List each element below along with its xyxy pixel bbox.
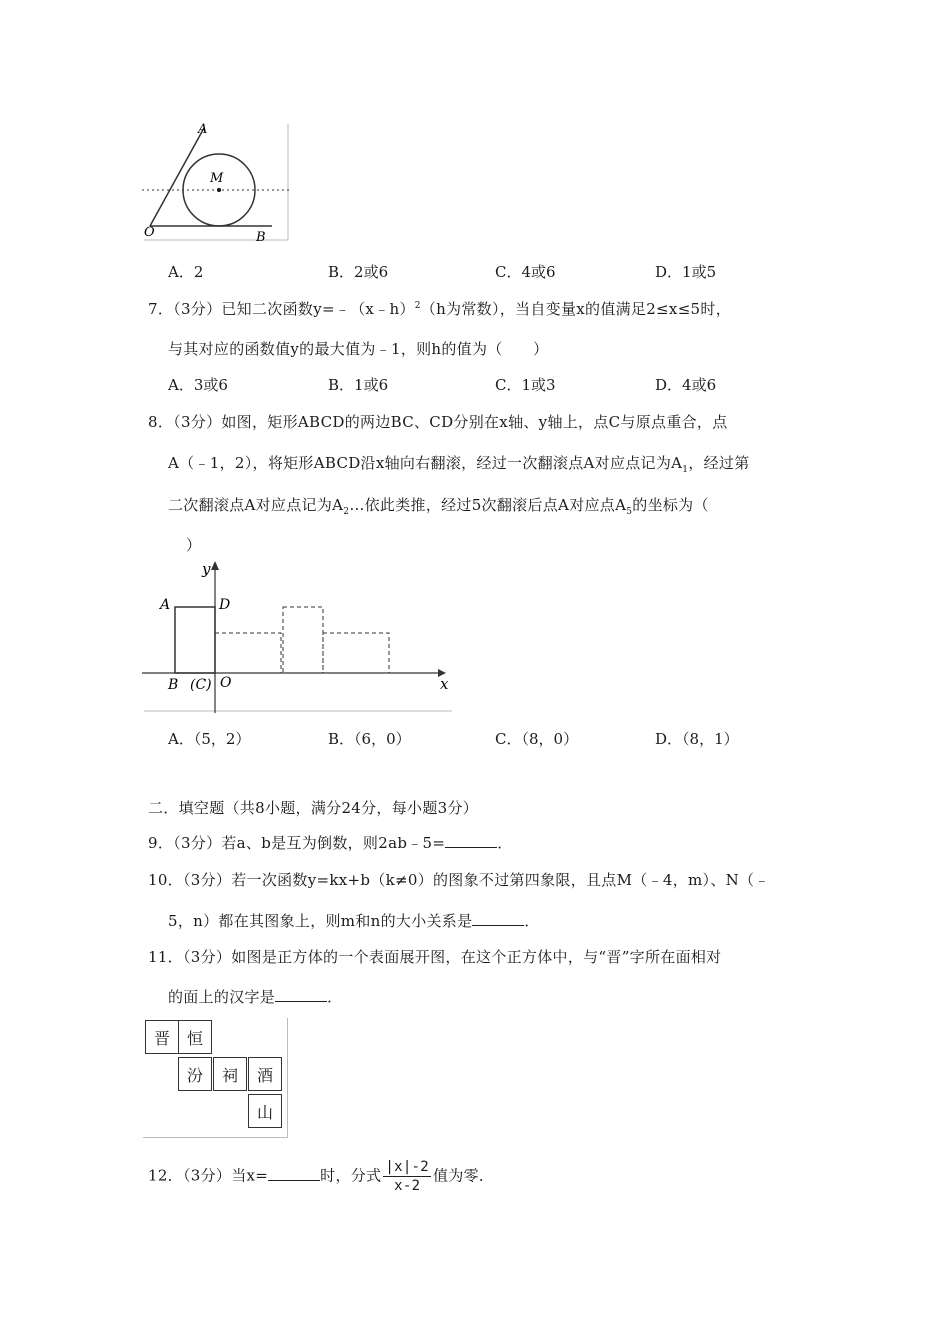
ray-oa [150, 128, 204, 226]
center-point [217, 188, 221, 192]
answer-blank[interactable] [445, 833, 497, 848]
label-o: O [220, 675, 232, 691]
net-cell-shan: 山 [248, 1094, 282, 1128]
q8-line1: 8．（3分）如图，矩形ABCD的两边BC、CD分别在x轴、y轴上，点C与原点重合，点 [148, 413, 728, 431]
label-m: M [210, 171, 224, 186]
q7-line1: 7．（3分）已知二次函数y=﹣（x﹣h）$^2$（h为常数），当自变量x的值满足2≤x≤5时， [148, 300, 732, 318]
net-cell-fen: 汾 [178, 1057, 212, 1091]
fraction: $\frac{|x|-2}{x-2}$ [385, 1159, 430, 1194]
label-o: O [144, 225, 155, 240]
q8-line3: 二次翻滚点A对应点记为$A_2\dots$依此类推，经过5次翻滚后点A对应点$A_5$的坐标为（ [168, 496, 709, 517]
y-axis-arrow [211, 561, 219, 570]
q8-option-d: D．（8，1） [655, 730, 739, 748]
net-cell-jiu: 酒 [248, 1057, 282, 1091]
label-y: y [202, 560, 211, 578]
rectangle-rolling-figure [140, 556, 455, 716]
label-d: D [219, 597, 231, 613]
q6-option-b: B．2或6 [328, 263, 389, 281]
q6-option-a: A．2 [168, 263, 204, 281]
rolled-rect-3 [323, 633, 389, 673]
net-cell-ci: 祠 [213, 1057, 247, 1091]
q8-line4: ） [186, 536, 202, 554]
label-b: B [256, 230, 266, 245]
q7-option-a: A．3或6 [168, 376, 228, 394]
label-b: B [168, 677, 179, 693]
q10-line2: 5，n）都在其图象上，则m和n的大小关系是 ． [168, 912, 540, 930]
rect-abcd [175, 607, 215, 673]
circle-angle-figure [140, 120, 295, 245]
q7-option-b: B．1或6 [328, 376, 389, 394]
q10-line1: 10．（3分）若一次函数y=kx+b（k≠0）的图象不过第四象限，且点M（﹣4，m）、N（﹣ [148, 871, 770, 889]
q6-option-c: C．4或6 [495, 263, 556, 281]
q7-line2: 与其对应的函数值y的最大值为﹣1，则h的值为（ ） [168, 340, 549, 358]
q11-line2: 的面上的汉字是 ． [168, 988, 343, 1006]
label-a: A [198, 122, 208, 137]
net-cell-jin: 晋 [145, 1020, 179, 1054]
answer-blank[interactable] [275, 987, 327, 1002]
answer-blank[interactable] [472, 911, 524, 926]
section-heading: 二．填空题（共8小题，满分24分，每小题3分） [148, 799, 479, 817]
q8-option-a: A．（5，2） [168, 730, 251, 748]
q7-option-d: D．4或6 [655, 376, 717, 394]
q7-option-c: C．1或3 [495, 376, 556, 394]
cube-net-figure [143, 1018, 288, 1138]
q9-line: 9．（3分）若a、b是互为倒数，则2ab﹣5= ． [148, 834, 513, 852]
label-x: x [440, 675, 449, 693]
rolled-rect-1 [215, 633, 281, 673]
q8-option-b: B．（6，0） [328, 730, 411, 748]
answer-blank[interactable] [268, 1166, 320, 1181]
label-a: A [160, 597, 171, 613]
q8-option-c: C．（8，0） [495, 730, 579, 748]
q8-line2: A（﹣1，2），将矩形ABCD沿x轴向右翻滚，经过一次翻滚点A对应点记为$A_1$，经过第 [168, 454, 750, 475]
net-cell-heng: 恒 [178, 1020, 212, 1054]
q12-line: 12．（3分）当x= 时，分式 $\frac{|x|-2}{x-2}$ 值为零． [148, 1159, 495, 1194]
q6-option-d: D．1或5 [655, 263, 717, 281]
q11-line1: 11．（3分）如图是正方体的一个表面展开图，在这个正方体中，与“晋”字所在面相对 [148, 948, 722, 966]
rolled-rect-2 [283, 607, 323, 673]
label-c: (C) [190, 677, 212, 693]
